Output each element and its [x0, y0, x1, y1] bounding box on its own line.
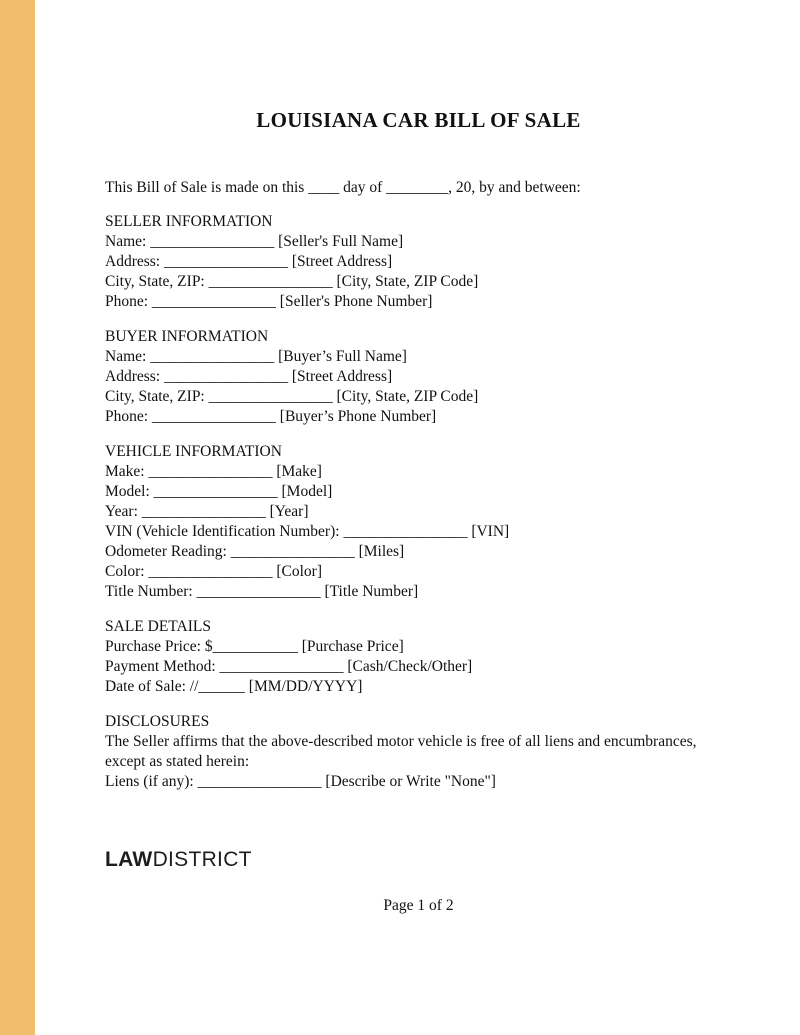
form-line-liens: Liens (if any): ________________ [Describe or Write "None"] [105, 773, 496, 790]
section-heading: SELLER INFORMATION [105, 213, 273, 230]
section-heading: BUYER INFORMATION [105, 328, 269, 345]
form-line-color: Color: ________________ [Color] [105, 563, 322, 580]
form-line-make: Make: ________________ [Make] [105, 463, 322, 480]
form-line-buyer-phone: Phone: ________________ [Buyer’s Phone Number] [105, 408, 437, 425]
section-seller-information [105, 212, 732, 312]
section-heading: SALE DETAILS [105, 618, 211, 635]
form-line-payment-method: Payment Method: ________________ [Cash/Check/Other] [105, 658, 473, 675]
form-line-odometer: Odometer Reading: ________________ [Miles] [105, 543, 405, 560]
left-accent-stripe [0, 0, 35, 1035]
form-line-model: Model: ________________ [Model] [105, 483, 333, 500]
section-buyer-information [105, 327, 732, 427]
form-line-buyer-name: Name: ________________ [Buyer’s Full Name] [105, 348, 407, 365]
form-line-seller-name: Name: ________________ [Seller's Full Name] [105, 233, 404, 250]
disclosure-paragraph: The Seller affirms that the above-described motor vehicle is free of all liens and encumbrances, except as stated herein: [105, 733, 697, 770]
form-line-seller-address: Address: ________________ [Street Address] [105, 253, 393, 270]
section-heading: DISCLOSURES [105, 713, 210, 730]
document-page [35, 0, 800, 1035]
form-line-title-number: Title Number: ________________ [Title Number] [105, 583, 419, 600]
section-vehicle-information [105, 442, 732, 602]
section-heading: VEHICLE INFORMATION [105, 443, 282, 460]
form-line-buyer-city-state-zip: City, State, ZIP: ________________ [City, State, ZIP Code] [105, 388, 479, 405]
logo-law-text: LAW [105, 848, 153, 871]
form-line-vin: VIN (Vehicle Identification Number): ________________ [VIN] [105, 523, 510, 540]
form-line-date-of-sale: Date of Sale: //______ [MM/DD/YYYY] [105, 678, 363, 695]
logo-district-text: DISTRICT [152, 848, 252, 871]
form-line-seller-city-state-zip: City, State, ZIP: ________________ [City, State, ZIP Code] [105, 273, 479, 290]
form-line-year: Year: ________________ [Year] [105, 503, 309, 520]
intro-paragraph: This Bill of Sale is made on this ____ day of ________, 20, by and between: [105, 179, 581, 196]
form-line-seller-phone: Phone: ________________ [Seller's Phone Number] [105, 293, 433, 310]
page-number: Page 1 of 2 [383, 897, 454, 914]
form-line-purchase-price: Purchase Price: $___________ [Purchase Price] [105, 638, 404, 655]
document-content [105, 0, 732, 916]
section-disclosures [105, 712, 732, 792]
section-sale-details [105, 617, 732, 697]
document-title: LOUISIANA CAR BILL OF SALE [256, 108, 581, 132]
form-line-buyer-address: Address: ________________ [Street Address] [105, 368, 393, 385]
lawdistrict-logo [105, 849, 732, 871]
